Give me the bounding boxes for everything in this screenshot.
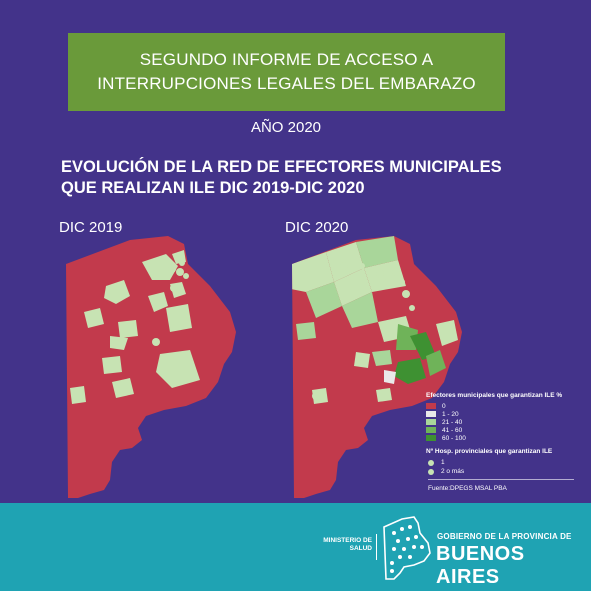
banner-line-2: INTERRUPCIONES LEGALES DEL EMBARAZO (97, 74, 476, 93)
legend-title-efectores: Efectores municipales que garantizan ILE % (426, 392, 563, 399)
legend-class-2 (426, 418, 576, 426)
legend-class-3 (426, 426, 576, 434)
page-title (61, 157, 581, 199)
title-line-2: QUE REALIZAN ILE DIC 2019-DIC 2020 (61, 179, 365, 197)
map-label-2019: DIC 2019 (59, 219, 123, 236)
legend-divider (428, 479, 574, 480)
legend-swatch (426, 403, 436, 409)
legend-hosp-label: 2 o más (441, 468, 465, 475)
map-dic-2019 (60, 232, 250, 504)
legend-title-hospitals: Nº Hosp. provinciales que garantizan ILE (426, 448, 553, 455)
province-emblem-icon (380, 515, 432, 581)
legend-hosp-1 (426, 458, 576, 467)
legend-class-label: 1 - 20 (442, 410, 459, 418)
legend-class-1 (426, 410, 576, 418)
legend-class-label: 0 (442, 402, 446, 410)
legend-class-label: 60 - 100 (442, 434, 466, 442)
ministry-label (308, 537, 372, 553)
source-note: Fuente:DPEGS MSAL PBA (428, 485, 507, 492)
map-label-2020: DIC 2020 (285, 219, 349, 236)
legend-swatch (426, 427, 436, 433)
legend-class-label: 41 - 60 (442, 426, 463, 434)
report-year: AÑO 2020 (250, 119, 322, 136)
footer-divider (376, 534, 377, 560)
legend-swatch (426, 419, 436, 425)
map-legend (426, 392, 576, 476)
report-banner (68, 33, 505, 111)
ministry-line-1: MINISTERIO DE (323, 537, 372, 544)
province-name: BUENOS AIRES (436, 543, 525, 588)
legend-class-0 (426, 402, 576, 410)
legend-hosp-label: 1 (441, 459, 445, 466)
title-line-1: EVOLUCIÓN DE LA RED DE EFECTORES MUNICIPALES (61, 158, 502, 176)
ministry-line-2: SALUD (349, 545, 372, 552)
legend-hosp-2 (426, 467, 576, 476)
legend-class-label: 21 - 40 (442, 418, 463, 426)
legend-class-4 (426, 434, 576, 442)
banner-line-1: SEGUNDO INFORME DE ACCESO A (139, 50, 434, 69)
hospital-dot-icon (428, 460, 434, 466)
hospital-dot-icon (428, 469, 434, 475)
government-label: GOBIERNO DE LA PROVINCIA DE (437, 532, 572, 541)
legend-swatch (426, 435, 436, 441)
legend-swatch (426, 411, 436, 417)
